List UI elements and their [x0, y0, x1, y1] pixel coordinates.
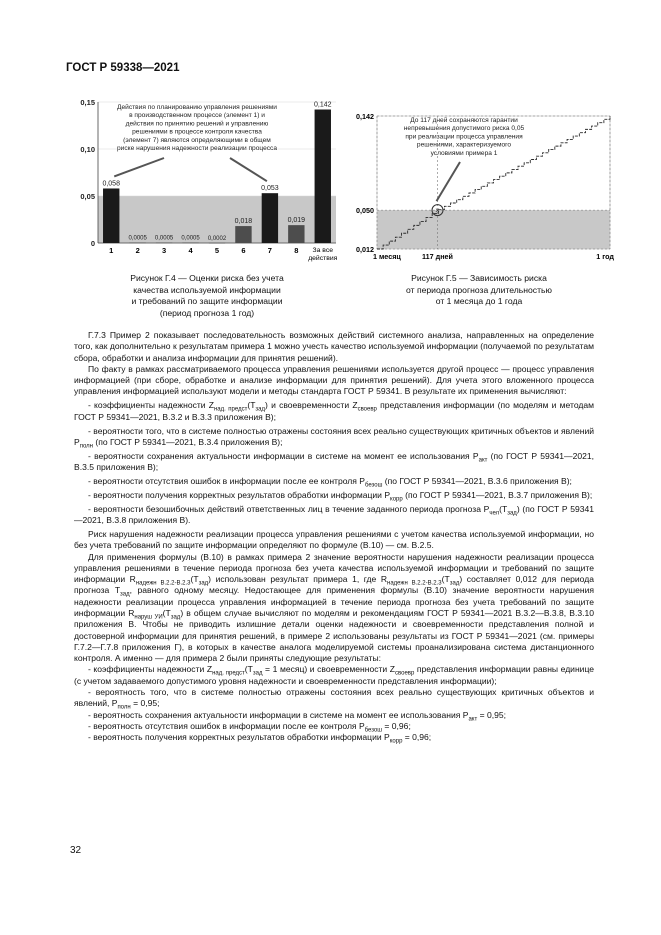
- body-text: [74, 330, 594, 744]
- x-tick-label: 1 месяц: [373, 252, 401, 261]
- list-item-z-value: - коэффициенты надежности $Z_{над. предст}(T_{зад} = 1$ месяц) и своевременности $Z_{своевр}$ представления информации равны единице (с учетом задаваемого допустимого уровня надежности и своевременности представления информации);: [74, 664, 595, 686]
- bar: [235, 226, 251, 243]
- y-tick-label: 0,142: [356, 112, 374, 121]
- figure-g4-chart: [74, 96, 336, 262]
- annotation-text: действия по принятию решений и управлению: [125, 120, 269, 128]
- bar: [156, 243, 172, 244]
- bar-value-label: 0,058: [102, 180, 120, 188]
- page-header: ГОСТ Р 59338—2021: [66, 62, 180, 74]
- annotation-text: непревышения допустимого риска 0,05: [403, 125, 525, 133]
- bar-value-label: 0,0005: [154, 235, 174, 242]
- list-item-pkorr-value: - вероятность получения корректных результатов обработки информации $P_{корр} = 0,96$;: [88, 732, 432, 745]
- x-tick-label: 3: [162, 246, 167, 255]
- bar-value-label: 0,018: [234, 218, 253, 226]
- list-item-z: - коэффициенты надежности $Z_{над. предст}(T_{зад})$ и своевременности $Z_{своевр}$ представления информации (по моделям и методам ГОСТ Р 59341—2021, В.3.2 и В.3.3 приложения В);: [74, 400, 595, 422]
- annotation-text: решениями в процессе контроля качества: [132, 128, 262, 136]
- paragraph-formula: Для применения формулы (В.10) в рамках примера 2 значение вероятности нарушения надежности реализации процесса управления решениями в течение периода прогноза без учета качества используемой информации и требований по защите информации $R_{надежн В.2.2-В.2.3}(T_{зад})$ использован результат примера 1, где $R_{надежн В.2.2-В.2.3}(T_{зад})$ составляет 0,012 для периода прогноза $T_{зад}$, равного одному месяцу. Недостающее для применения формулы (В.10) значение вероятности нарушения надежности реализации процесса управления информацией в течение периода прогноза без учета требований по защите информации $R_{наруш УИ}(T_{зад})$ в общем случае вычисляют по моделям и рекомендациям ГОСТ Р 59341—2021 В.3.2—В.3.8, В.3.10 приложения В. Чтобы не приводить излишние детали оценки надежности и своевременности представления полной и достоверной информации для принятия решений, в примере 2 использованы результаты из ГОСТ Р 59341—2021 (см. примеры Г.7.2—Г.7.8 приложения Г), в которых в качестве аналога моделируемой системы проанализирована система дистанционного контроля. А именно — для примера 2 были приняты следующие результаты:: [74, 551, 594, 664]
- figure-g5-caption: Рисунок Г.5 — Зависимость риска от периода прогноза длительностью от 1 месяца до 1 года: [406, 273, 552, 307]
- list-item-pbezosh-value: - вероятность отсутствия ошибок в информации после ее контроля $P_{безош} = 0,96$;: [88, 720, 411, 734]
- bar: [182, 243, 198, 244]
- list-item-pbezosh: - вероятности отсутствия ошибок в информации после ее контроля $P_{безош}$ (по ГОСТ Р 59341—2021, В.3.6 приложения В);: [88, 475, 572, 489]
- figure-g5-chart: [344, 96, 612, 268]
- bar: [129, 243, 145, 244]
- x-tick-label: 5: [214, 246, 220, 255]
- list-item-ppoln-value: - вероятность того, что в системе полностью отражены состояния всех реально существующих критичных объектов и явлений, $P_{полн} = 0,95$;: [74, 687, 594, 712]
- annotation-text: в производственном процессе (элемент 1) и: [129, 112, 265, 120]
- annotation-text: До 117 дней сохраняются гарантии: [410, 117, 518, 124]
- y-tick-label: 0: [90, 239, 95, 248]
- y-tick-label: 0,05: [80, 192, 95, 201]
- list-item-pakt-value: - вероятность сохранения актуальности информации в системе на момент ее использования $P_{акт} = 0,95$;: [88, 709, 506, 723]
- x-tick-label: 117 дней: [422, 252, 453, 261]
- annotation-text: риске нарушения надежности реализации процесса: [116, 145, 278, 152]
- x-tick-label: За все: [312, 247, 334, 254]
- x-tick-label: 2: [135, 246, 140, 255]
- list-item-ppoln: - вероятности того, что в системе полностью отражены состояния всех реально существующих критичных объектов и явлений $P_{полн}$ (по ГОСТ Р 59341—2021, В.3.4 приложения В);: [74, 425, 594, 450]
- annotation-text: условиями примера 1: [430, 149, 498, 157]
- annotation-text: при реализации процесса управления: [405, 133, 523, 141]
- list-item-pkorr: - вероятности получения корректных результатов обработки информации $P_{корр}$ (по ГОСТ Р 59341—2021, В.3.7 приложения В);: [88, 489, 593, 503]
- y-tick-label: 0,10: [80, 145, 95, 154]
- x-tick-label: 4: [188, 246, 193, 255]
- bar: [315, 110, 331, 243]
- annotation-text: Действия по планированию управления решениями: [117, 104, 277, 111]
- bar-value-label: 0,142: [314, 101, 332, 109]
- x-tick-label: 1 год: [596, 252, 614, 261]
- bar: [288, 225, 304, 243]
- list-item-pakt: - вероятности сохранения актуальности информации в системе на момент ее использования $P_{акт}$ (по ГОСТ Р 59341—2021, В.3.5 приложения В);: [74, 450, 594, 473]
- x-tick-label: 1: [109, 246, 114, 255]
- bar-value-label: 0,053: [261, 185, 279, 193]
- paragraph-g73: Г.7.3 Пример 2 показывает последовательность возможных действий системного анализа, направленных на определение того, как дополнительно к результатам примера 1 можно учесть качество используемой информации (получаемой по результатам сбора, обработки и анализа информации для принятия решений).: [74, 330, 594, 363]
- page-number: 32: [70, 845, 82, 856]
- x-tick-label: действия: [308, 255, 338, 262]
- bar-value-label: 0,019: [287, 217, 306, 225]
- bar-value-label: 0,0005: [181, 235, 200, 242]
- paragraph-risk: Риск нарушения надежности реализации процесса управления решениями с учетом качества используемой информации, но без учета требований по защите информации определяют по формуле (В.10) — см. В.2.5.: [74, 528, 594, 551]
- annotation-text: (элемент 7) являются определяющими в общем: [123, 136, 271, 144]
- y-tick-label: 0,012: [356, 245, 374, 254]
- x-tick-label: 8: [294, 246, 299, 255]
- paragraph-process: По факту в рамках рассматриваемого процесса управления решениями используется другой процесс — процесс управления информацией (при сборе, обработке и анализе информации для принятия решений). Для учета этого вложенного процесса управления информацией используют модели и методы стандарта ГОСТ Р 59341. В результате их применения вычисляют:: [74, 363, 594, 397]
- x-tick-label: 7: [267, 246, 272, 255]
- list-item-pchel: - вероятности безошибочных действий ответственных лиц в течение заданного периода прогноза $P_{чел}(T_{зад})$ (по ГОСТ Р 59341—2021, В.3.8 приложения В).: [74, 503, 594, 526]
- bar: [209, 243, 225, 244]
- annotation-text: решениями, характеризуемого: [416, 141, 512, 149]
- y-tick-label: 0,050: [356, 206, 374, 216]
- bar-value-label: 0,0002: [207, 235, 227, 242]
- crossing-x-mark: ×: [435, 206, 440, 216]
- bar: [262, 193, 278, 243]
- bar: [103, 188, 119, 243]
- y-tick-label: 0,15: [80, 98, 95, 107]
- figure-g4-caption: Рисунок Г.4 — Оценки риска без учета качества используемой информации и требований по защите информации (период прогноза 1 год): [130, 273, 284, 318]
- bar-value-label: 0,0005: [128, 235, 147, 242]
- x-tick-label: 6: [241, 246, 246, 255]
